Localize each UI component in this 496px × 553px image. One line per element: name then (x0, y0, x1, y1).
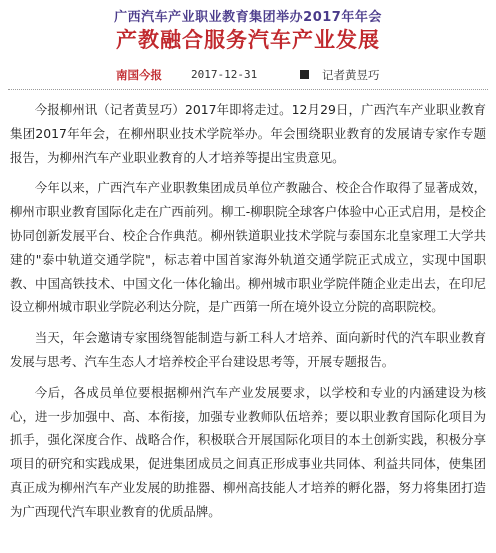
article-paragraph: 当天，年会邀请专家围绕智能制造与新工科人才培养、面向新时代的汽车职业教育发展与思考、汽车生态人才培养校企平台建设思考等，开展专题报告。 (10, 330, 486, 369)
article-paragraph: 今报柳州讯（记者黄昱巧）2017年即将走过。12月29日，广西汽车产业职业教育集团2017年年会，在柳州职业技术学院举办。年会围绕职业教育的发展请专家作专题报告，为柳州汽车产业职业教育的人才培养等提出宝贵意见。 (10, 102, 486, 165)
article-kicker: 广西汽车产业职业教育集团举办2017年年会 (114, 10, 382, 25)
article-paragraph: 今年以来，广西汽车产业职教集团成员单位产教融合、校企合作取得了显著成效，柳州市职业教育国际化走在广西前列。柳工-柳职院全球客户体验中心正式启用，是校企协同创新发展平台、校企合作典范。柳州铁道职业技术学院与泰国东北皇家理工大学共建的"泰中轨道交通学院"，标志着中国首家海外轨道交通学院正式成立，实现中国职教、中国高铁技术、中国文化一体化输出。柳州城市职业学院伴随企业走出去，在印尼设立柳州城市职业学院必利达分院，是广西第一所在境外设立分院的高职院校。 (10, 180, 486, 315)
article-body (10, 98, 486, 531)
article-source[interactable]: 南国今报 (116, 68, 162, 82)
article-paragraph: 今后，各成员单位要根据柳州汽车产业发展要求，以学校和专业的内涵建设为核心，进一步加强中、高、本衔接，加强专业教师队伍培养；要以职业教育国际化项目为抓手，强化深度合作、战略合作，积极联合开展国际化项目的本土创新实践，积极分享项目的研究和实践成果，促进集团成员之间真正形成事业共同体、利益共同体，使集团真正成为柳州汽车产业发展的助推器、柳州高技能人才培养的孵化器，努力将集团打造为广西现代汽车职业教育的优质品牌。 (10, 384, 486, 519)
black-square-icon (300, 70, 309, 79)
article-date: 2017-12-31 (191, 68, 258, 81)
article-author: 记者黄昱巧 (322, 68, 380, 82)
dotted-divider (8, 89, 488, 90)
article-meta (0, 67, 496, 85)
article-headline: 产教融合服务汽车产业发展 (116, 28, 380, 52)
